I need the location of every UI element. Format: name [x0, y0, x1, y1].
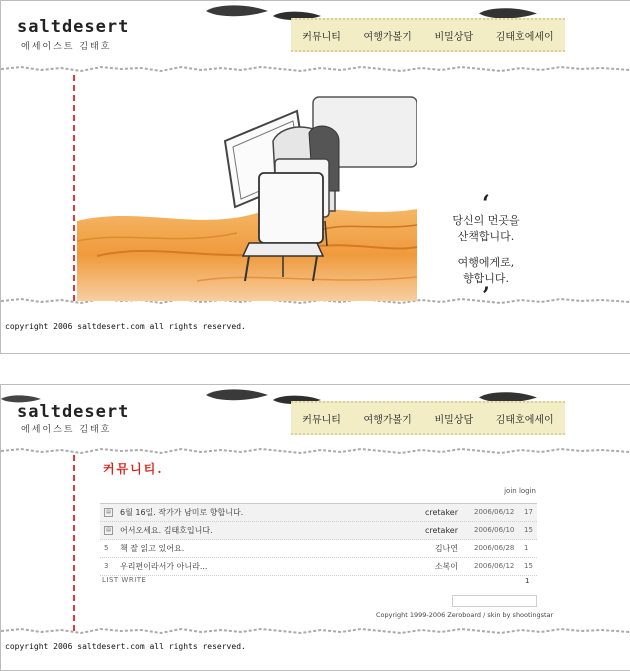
hero-quote: [441, 191, 531, 309]
dashed-guide-line: [73, 75, 75, 301]
post-date: 2006/06/10: [474, 526, 515, 534]
board-footer: Copyright 1999-2006 Zeroboard / skin by shootingstar: [376, 611, 554, 619]
copyright-text: copyright 2006 saltdesert.com all rights reserved.: [5, 322, 246, 331]
desert-chairs-illustration: [77, 81, 417, 301]
board-title: 커뮤니티.: [103, 462, 164, 476]
post-author: 소복이: [434, 562, 458, 571]
nav-community[interactable]: 커뮤니티: [302, 31, 341, 43]
join-login-link[interactable]: join login: [504, 487, 536, 495]
nav-secret-counsel[interactable]: 비밀상담: [434, 414, 474, 426]
quote-line: 향합니다.: [462, 272, 509, 285]
site-logo[interactable]: saltdesert: [17, 17, 130, 37]
search-input[interactable]: [452, 595, 537, 607]
nav-community[interactable]: 커뮤니티: [302, 414, 341, 426]
nav-secret-counsel[interactable]: 비밀상담: [434, 31, 474, 43]
post-author: 김나연: [434, 544, 458, 553]
main-nav: [291, 18, 565, 52]
dashed-guide-line: [73, 455, 75, 631]
notice-icon: ▤: [104, 526, 113, 535]
copyright-text: copyright 2006 saltdesert.com all rights reserved.: [5, 642, 246, 651]
site-subtitle: 에세이스트 김태호: [21, 425, 112, 435]
table-row[interactable]: [100, 540, 537, 558]
quote-line: 산책합니다.: [457, 230, 515, 243]
post-hits: 15: [524, 526, 533, 534]
quote-line: 당신의 먼곳을: [452, 214, 520, 227]
post-hits: 17: [524, 508, 533, 516]
post-number: 5: [104, 544, 109, 552]
list-write-links[interactable]: LIST WRITE: [102, 576, 147, 584]
post-author: cretaker: [424, 508, 458, 517]
nav-travel[interactable]: 여행가볼기: [363, 414, 412, 426]
post-hits: 15: [524, 562, 533, 570]
nav-essay[interactable]: 김태호에세이: [495, 31, 554, 43]
post-subject[interactable]: 책 잘 읽고 있어요.: [120, 544, 185, 553]
board-table: [100, 503, 537, 576]
post-subject[interactable]: 6월 16일. 작가가 남미로 향합니다.: [120, 508, 244, 517]
post-number: 3: [104, 562, 109, 570]
site-subtitle: 에세이스트 김태호: [21, 42, 112, 52]
content-band: [1, 65, 630, 309]
nav-travel[interactable]: 여행가볼기: [363, 31, 412, 43]
ink-drop-decoration: [206, 387, 268, 403]
table-row[interactable]: [100, 504, 537, 522]
nav-essay[interactable]: 김태호에세이: [495, 414, 554, 426]
post-hits: 1: [524, 544, 529, 552]
notice-icon: ▤: [104, 508, 113, 517]
page-number[interactable]: 1: [525, 577, 530, 585]
table-row[interactable]: [100, 522, 537, 540]
post-date: 2006/06/28: [474, 544, 515, 552]
site-logo[interactable]: saltdesert: [17, 402, 130, 422]
main-nav: [291, 401, 565, 435]
post-author: cretaker: [424, 526, 458, 535]
post-subject[interactable]: 어서오세요. 김태호입니다.: [120, 526, 213, 535]
ink-drop-decoration: [206, 3, 268, 19]
table-row[interactable]: [100, 558, 537, 576]
quote-close-mark: ’: [482, 283, 490, 309]
community-page-screenshot: [0, 384, 630, 671]
quote-line: 여행에게로,: [457, 256, 515, 269]
post-date: 2006/06/12: [474, 562, 515, 570]
quote-open-mark: ‘: [482, 191, 490, 217]
post-subject[interactable]: 우리편이라서가 아니라...: [120, 562, 208, 571]
post-date: 2006/06/12: [474, 508, 515, 516]
